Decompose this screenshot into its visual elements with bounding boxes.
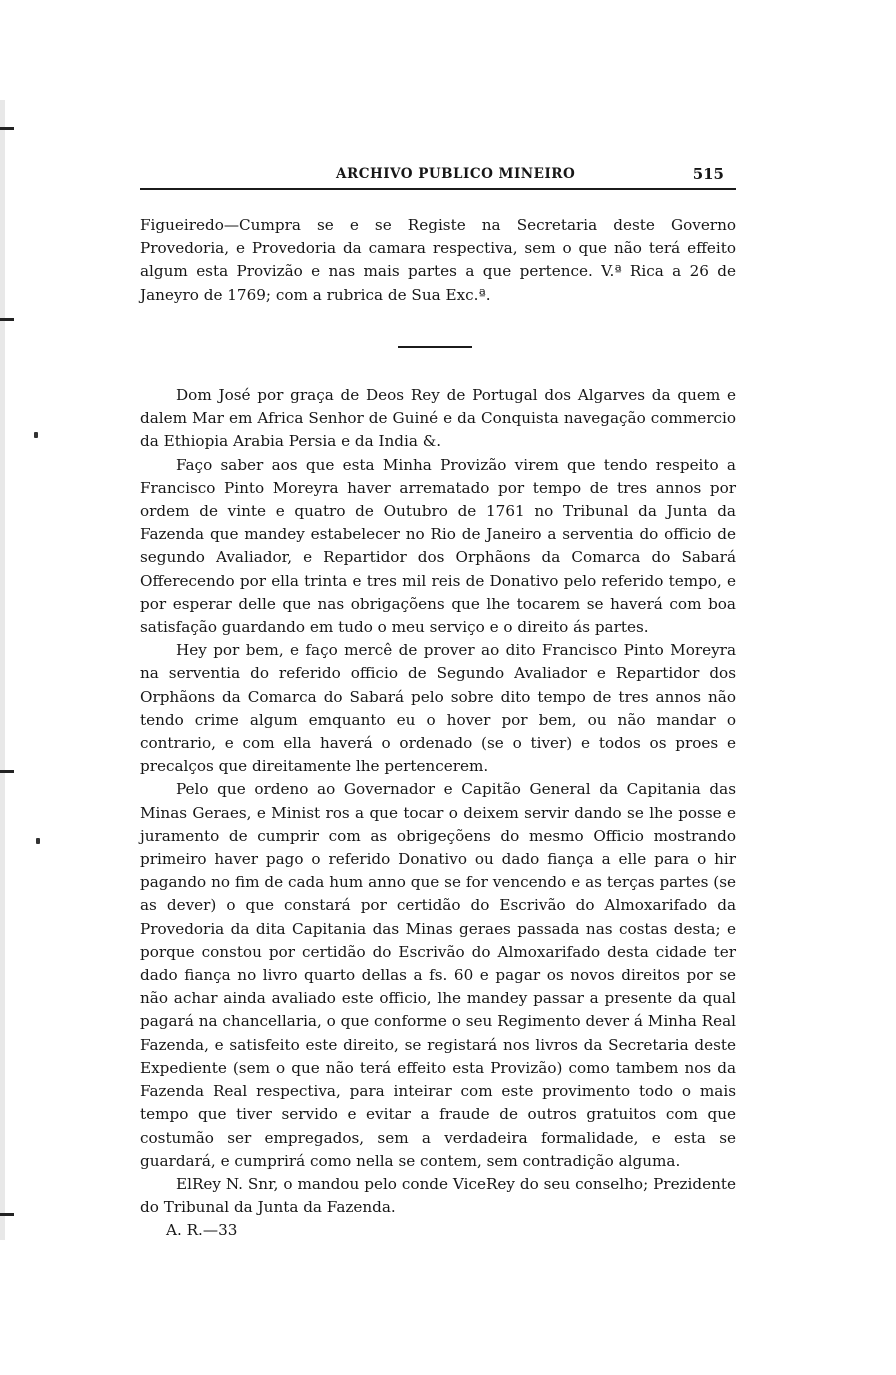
- paragraph-hey-por-bem: Hey por bem, e faço mercê de prover ao dito Francisco Pinto Moreyra na serventia do referido officio de Segundo Avaliador e Repartidor dos Orphãons da Comarca do Sabará pelo sobre dito tempo de tres annos não tendo crime algum emquanto eu o hover por bem, ou não mandar o contrario, e com ella haverá o ordenado (se o tiver) e todos os proes e precalços que direitamente lhe pertencerem.: [140, 641, 736, 776]
- paragraph-elrey: ElRey N. Snr, o mandou pelo conde ViceRey do seu conselho; Prezidente do Tribunal da Junta da Fazenda.: [140, 1174, 736, 1217]
- page-number: 515: [692, 165, 724, 183]
- binding-edge: [0, 100, 5, 1240]
- header-rule: [140, 188, 736, 190]
- binding-mark: [0, 770, 14, 773]
- running-header: [140, 166, 738, 186]
- stray-mark: [36, 838, 40, 844]
- binding-mark: [0, 1213, 14, 1216]
- binding-mark: [0, 318, 14, 321]
- intro-paragraph: Figueiredo—Cumpra se e se Registe na Secretaria deste Governo Provedoria, e Provedoria da camara respectiva, sem o que não terá effeito algum esta Provizão e nas mais partes a que pertence. V.ª Rica a 26 de Janeyro de 1769; com a rubrica de Sua Exc.ª.: [140, 216, 736, 304]
- stray-mark: [34, 432, 38, 438]
- archive-reference: A. R.—33: [166, 1221, 238, 1240]
- paragraph-pelo-que-ordeno: Pelo que ordeno ao Governador e Capitão General da Capitania das Minas Geraes, e Minist ros a que tocar o deixem servir dando se lhe posse e juramento de cumprir com as obrigeçõens do mesmo Officio mostrando primeiro haver pago o referido Donativo ou dado fiança a elle para o hir pagando no fim de cada hum anno que se for vencendo e as terças partes (se as dever) o que constará por certidão do Escrivão do Almoxarifado da Provedoria da dita Capitania das Minas geraes passada nas costas desta; e porque constou por certidão do Escrivão do Almoxarifado desta cidade ter dado fiança no livro quarto dellas a fs. 60 e pagar os novos direitos por se não achar ainda avaliado este officio, lhe mandey passar a presente da qual pagará na chancellaria, o que conforme o seu Regimento dever á Minha Real Fazenda, e satisfeito este direito, se registará nos livros da Secretaria deste Expediente (sem o que não terá effeito esta Provizão) como tambem nos da Fazenda Real respectiva, para inteirar com este provimento todo o mais tempo que tiver servido e evitar a fraude de outros gratuitos com que costumão ser empregados, sem a verdadeira formalidade, e esta se guardará, e cumprirá como nella se contem, sem contradição alguma.: [140, 780, 736, 1170]
- section-separator: [398, 346, 472, 348]
- journal-title: ARCHIVO PUBLICO MINEIRO: [336, 166, 576, 182]
- binding-mark: [0, 127, 14, 130]
- intro-paragraph-block: [140, 214, 736, 307]
- paragraph-faco-saber: Faço saber aos que esta Minha Provizão virem que tendo respeito a Francisco Pinto Moreyra haver arrematado por tempo de tres annos por ordem de vinte e quatro de Outubro de 1761 no Tribunal da Junta da Fazenda que mandey estabelecer no Rio de Janeiro a serventia do officio de segundo Avaliador, e Repartidor dos Orphãons da Comarca do Sabará Offerecendo por ella trinta e tres mil reis de Donativo pelo referido tempo, e por esperar delle que nas obrigaçõens que lhe tocarem se haverá com boa satisfação guardando em tudo o meu serviço e o direito ás partes.: [140, 455, 736, 637]
- paragraph-preamble: Dom José por graça de Deos Rey de Portugal dos Algarves da quem e dalem Mar em Africa Senhor de Guiné e da Conquista navegação commercio da Ethiopia Arabia Persia e da India &.: [140, 386, 736, 451]
- main-text-block: [140, 384, 736, 1243]
